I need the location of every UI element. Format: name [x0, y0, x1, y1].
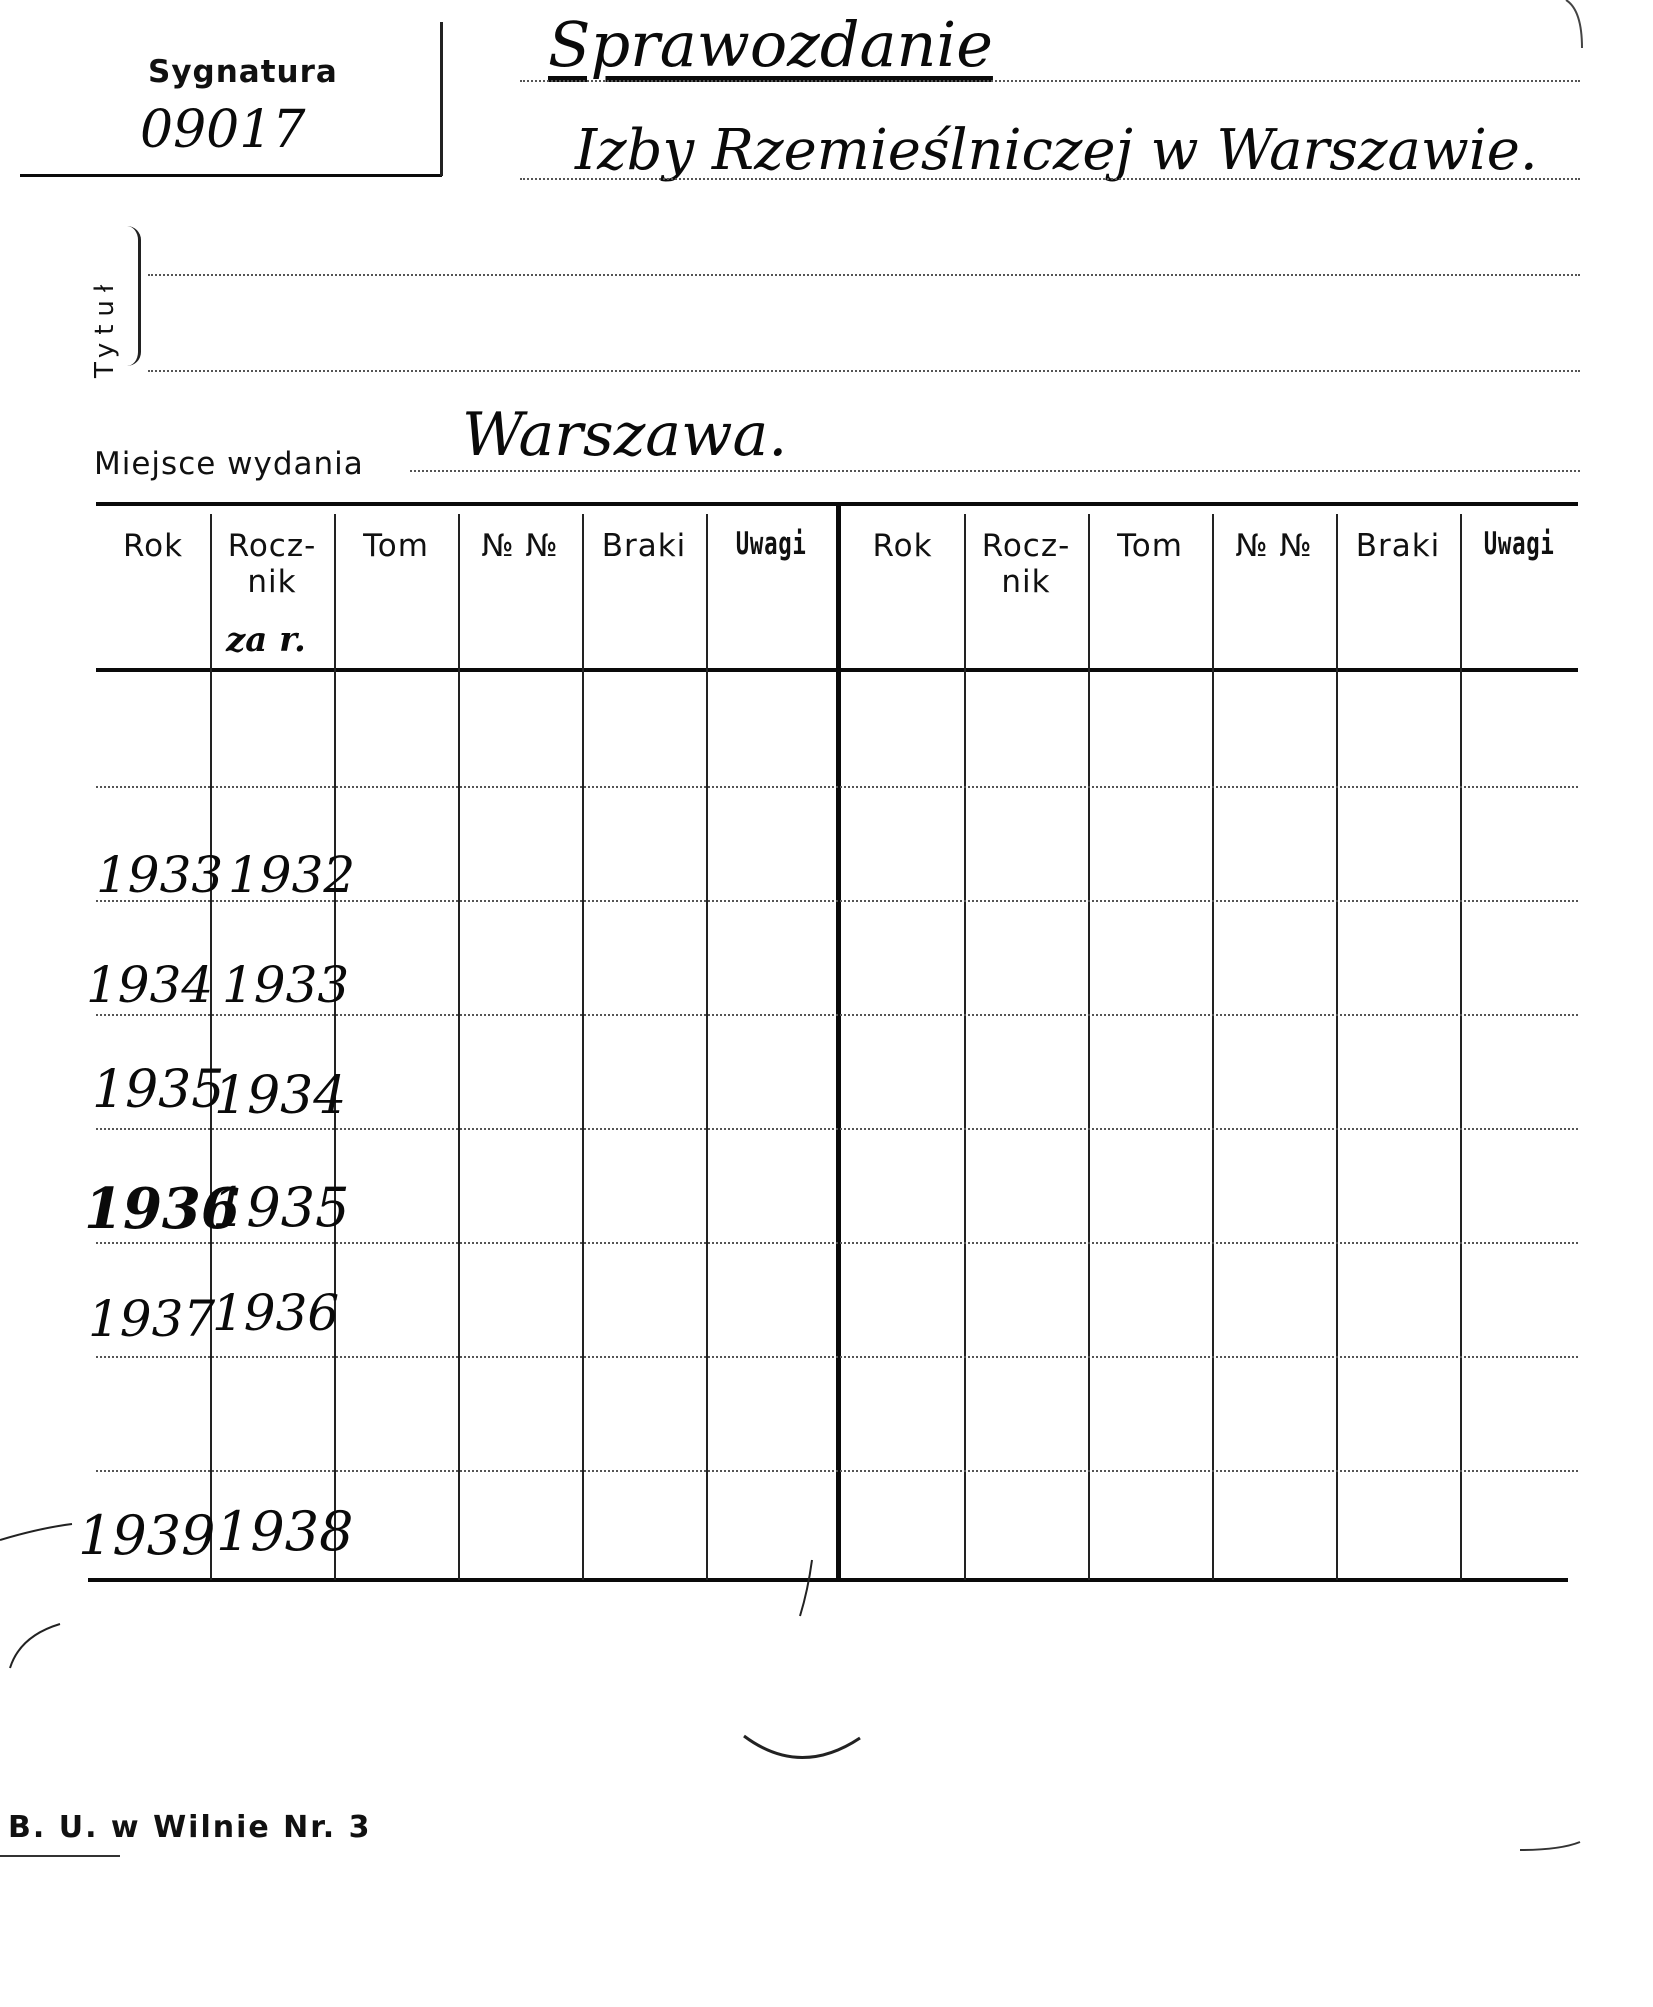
header-uwagi-right: Uwagi: [1483, 526, 1555, 562]
header-rocznik-note: za r.: [226, 620, 306, 660]
row-2-rok: 1934: [86, 956, 214, 1014]
header-rocznik-right-line2: nik: [1001, 564, 1051, 600]
row-4-rok: 1936: [84, 1176, 240, 1242]
header-tom-right: Tom: [1117, 528, 1183, 564]
row-2-rocznik: 1933: [222, 956, 350, 1014]
row-1-rok: 1933: [96, 846, 224, 904]
title-line-2: Izby Rzemieślniczej w Warszawie.: [575, 118, 1538, 183]
header-rok-right: Rok: [872, 528, 933, 564]
row-7-rocznik: 1938: [216, 1500, 354, 1563]
header-rocznik-line2: nik: [247, 564, 297, 600]
place-value: Warszawa.: [462, 400, 788, 470]
row-5-rok: 1937: [88, 1290, 216, 1348]
header-braki-right: Braki: [1355, 528, 1441, 564]
header-braki: Braki: [601, 528, 687, 564]
footer-label: B. U. w Wilnie Nr. 3: [8, 1810, 372, 1845]
tytul-label: Tytuł: [90, 276, 120, 378]
row-3-rocznik: 1934: [214, 1066, 347, 1126]
header-tom: Tom: [363, 528, 429, 564]
header-numery-right: № №: [1235, 528, 1313, 564]
signature-value: 09017: [140, 100, 306, 160]
header-rocznik-line1: Rocz-: [227, 528, 317, 564]
row-7-rok: 1939: [78, 1504, 216, 1567]
row-4-rocznik: 1935: [212, 1176, 350, 1239]
place-label: Miejsce wydania: [94, 446, 364, 482]
header-rocznik-right-line1: Rocz-: [981, 528, 1071, 564]
header-uwagi: Uwagi: [735, 526, 807, 562]
header-rok: Rok: [122, 528, 184, 564]
row-5-rocznik: 1936: [212, 1284, 340, 1342]
row-1-rocznik: 1932: [228, 846, 356, 904]
title-line-1: Sprawozdanie: [548, 8, 993, 81]
signature-label: Sygnatura: [148, 54, 338, 90]
header-numery: № №: [481, 528, 559, 564]
row-3-rok: 1935: [92, 1060, 225, 1120]
